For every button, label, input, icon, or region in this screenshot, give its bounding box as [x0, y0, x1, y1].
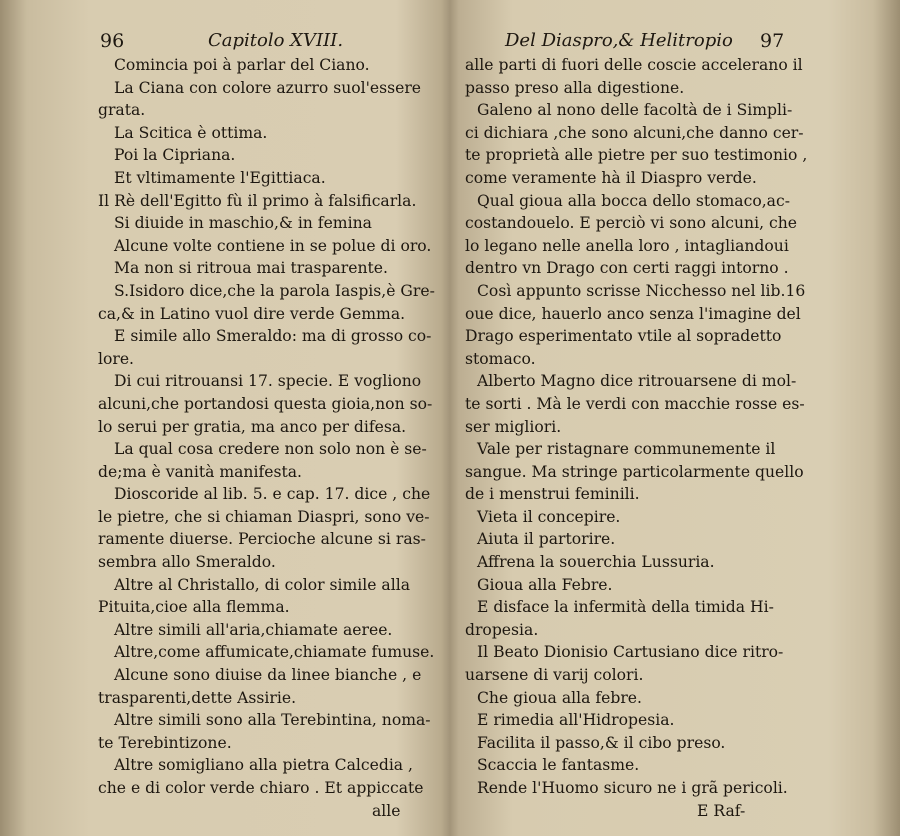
- text-line: uarsene di varij colori.: [465, 666, 644, 685]
- text-line: ser migliori.: [465, 417, 562, 436]
- left-page-header: [78, 28, 443, 54]
- text-line: Che gioua alla febre.: [477, 688, 642, 707]
- text-line: de i menstrui feminili.: [465, 485, 640, 504]
- text-line: Altre al Christallo, di color simile alla: [114, 575, 410, 594]
- left-running-head: Capitolo XVIII.: [208, 30, 344, 51]
- text-line: La qual cosa credere non solo non è se-: [114, 440, 427, 459]
- text-line: Drago esperimentato vtile al sopradetto: [465, 327, 782, 346]
- text-line: oue dice, hauerlo anco senza l'imagine del: [465, 304, 801, 323]
- text-line: ca,& in Latino vuol dire verde Gemma.: [98, 304, 406, 323]
- text-line: come veramente hà il Diaspro verde.: [465, 168, 757, 187]
- text-line: Qual gioua alla bocca dello stomaco,ac-: [477, 191, 790, 210]
- text-line: E rimedia all'Hidropesia.: [477, 711, 675, 730]
- text-line: te sorti . Mà le verdi con macchie rosse es-: [465, 394, 805, 413]
- text-line: Et vltimamente l'Egittiaca.: [114, 168, 326, 187]
- text-line: Altre somigliano alla pietra Calcedia ,: [114, 756, 414, 775]
- text-line: Affrena la souerchia Lussuria.: [477, 553, 715, 572]
- text-line: ramente diuerse. Percioche alcune si ras-: [98, 530, 426, 549]
- text-line: E simile allo Smeraldo: ma di grosso co-: [114, 327, 432, 346]
- text-line: lore.: [98, 349, 135, 368]
- text-line: ci dichiara ,che sono alcuni,che danno cer-: [465, 123, 804, 142]
- right-page-header: [465, 28, 837, 54]
- text-line: Alcune volte contiene in se polue di oro.: [114, 236, 432, 255]
- text-line: E disface la infermità della timida Hi-: [477, 598, 774, 617]
- text-line: sangue. Ma stringe particolarmente quello: [465, 462, 804, 481]
- text-line: Dioscoride al lib. 5. e cap. 17. dice , che: [114, 485, 431, 504]
- text-line: grata.: [98, 101, 146, 120]
- text-line: Altre simili sono alla Terebintina, noma-: [114, 711, 431, 730]
- text-line: Pituita,cioe alla flemma.: [98, 598, 290, 617]
- right-page: [465, 28, 837, 818]
- text-line: alle parti di fuori delle coscie accelerano il: [465, 56, 803, 74]
- text-line: lo serui per gratia, ma anco per difesa.: [98, 417, 407, 436]
- left-page-number: 96: [100, 30, 125, 52]
- text-line: Gioua alla Febre.: [477, 575, 613, 594]
- text-line: che e di color verde chiaro . Et appiccate: [98, 779, 424, 797]
- text-line: Vieta il concepire.: [477, 507, 621, 526]
- left-catchword: alle: [372, 801, 401, 818]
- text-line: Di cui ritrouansi 17. specie. E vogliono: [114, 372, 422, 391]
- text-line: te Terebintizone.: [98, 733, 232, 752]
- right-page-number: 97: [760, 30, 785, 52]
- text-line: Ma non si ritroua mai trasparente.: [114, 259, 388, 278]
- text-line: Il Rè dell'Egitto fù il primo à falsificarla.: [98, 191, 417, 210]
- left-page-text: [78, 54, 443, 800]
- text-line: te proprietà alle pietre per suo testimonio ,: [465, 146, 808, 165]
- text-line: dropesia.: [465, 620, 539, 639]
- right-catchword: E Raf-: [697, 801, 746, 818]
- text-line: Altre,come affumicate,chiamate fumuse.: [114, 643, 435, 662]
- text-line: Scaccia le fantasme.: [477, 756, 640, 775]
- text-line: Aiuta il partorire.: [477, 530, 616, 549]
- text-line: lo legano nelle anella loro , intagliandoui: [465, 236, 789, 255]
- text-line: Si diuide in maschio,& in femina: [114, 214, 372, 233]
- text-line: La Scitica è ottima.: [114, 123, 268, 142]
- text-line: costandouelo. E perciò vi sono alcuni, che: [465, 214, 797, 233]
- text-line: dentro vn Drago con certi raggi intorno .: [465, 259, 789, 278]
- text-line: passo preso alla digestione.: [465, 78, 685, 97]
- text-line: Vale per ristagnare communemente il: [477, 440, 776, 459]
- right-running-head: Del Diaspro,& Helitropio: [505, 30, 733, 51]
- text-line: Rende l'Huomo sicuro ne i grã pericoli.: [477, 779, 788, 797]
- text-line: le pietre, che si chiaman Diaspri, sono ve-: [98, 507, 430, 526]
- text-line: S.Isidoro dice,che la parola Iaspis,è Gre-: [114, 281, 435, 300]
- text-line: Altre simili all'aria,chiamate aeree.: [114, 620, 393, 639]
- left-page: [78, 28, 443, 818]
- text-line: Alberto Magno dice ritrouarsene di mol-: [477, 372, 797, 391]
- text-line: Galeno al nono delle facoltà de i Simpli-: [477, 101, 793, 120]
- text-line: alcuni,che portandosi questa gioia,non so-: [98, 394, 433, 413]
- text-line: sembra allo Smeraldo.: [98, 553, 276, 572]
- text-line: Comincia poi à parlar del Ciano.: [114, 56, 370, 74]
- text-line: de;ma è vanità manifesta.: [98, 462, 302, 481]
- text-line: trasparenti,dette Assirie.: [98, 688, 297, 707]
- text-line: stomaco.: [465, 349, 536, 368]
- text-line: Facilita il passo,& il cibo preso.: [477, 733, 726, 752]
- right-page-text: [465, 54, 837, 800]
- text-line: Poi la Cipriana.: [114, 146, 236, 165]
- text-line: La Ciana con colore azurro suol'essere: [114, 78, 422, 97]
- text-line: Alcune sono diuise da linee bianche , e: [114, 666, 422, 685]
- text-line: Così appunto scrisse Nicchesso nel lib.16: [477, 281, 806, 300]
- text-line: Il Beato Dionisio Cartusiano dice ritro-: [477, 643, 784, 662]
